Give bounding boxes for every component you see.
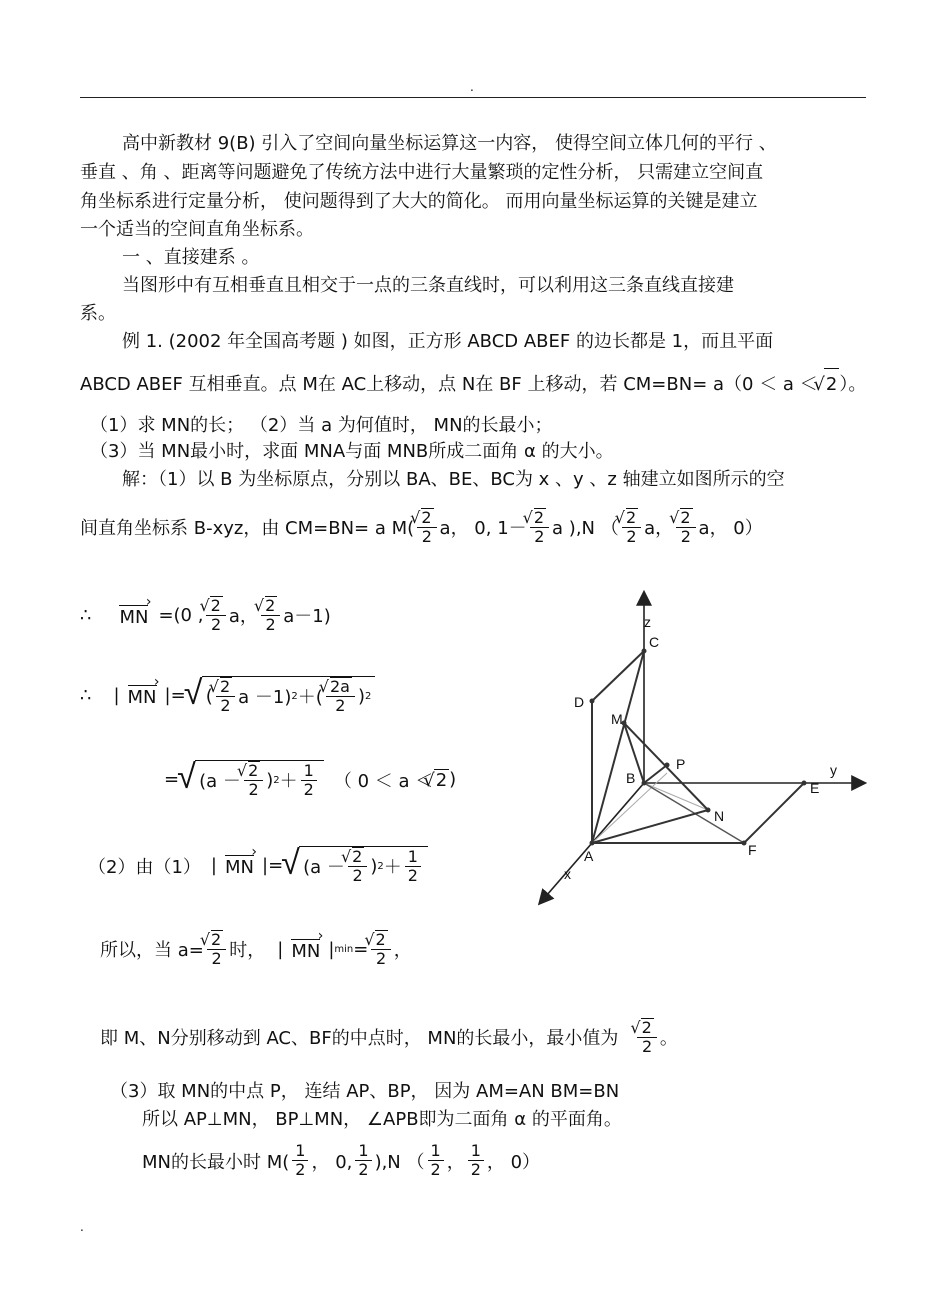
fraction: √ $\frac{2}{2}$ <box>261 596 280 634</box>
fraction: √ $\frac{2}{2}$ <box>417 508 436 546</box>
part-3-line-2: 所以 AP⊥MN， BP⊥MN， ∠APB即为二面角 α 的平面角。 <box>142 1109 622 1130</box>
vector-mn-line <box>80 596 331 634</box>
equals: = <box>164 769 180 790</box>
therefore-symbol: ∴ <box>80 604 92 626</box>
method-line-2: 系。 <box>80 303 116 324</box>
vector-mn: MN › <box>291 937 320 962</box>
vector-mn: MN › <box>119 603 148 628</box>
label-N: N <box>714 808 725 824</box>
label-y: y <box>830 762 837 778</box>
point-P <box>665 763 670 768</box>
section-heading: 一 、直接建系 。 <box>122 247 260 268</box>
vector-mn: MN › <box>225 853 254 878</box>
midpoint-line: 即 M、N分别移动到 AC、BF的中点时， MN的长最小，最小值为 √ $\frac{2}{2}$ 。 <box>100 1018 678 1056</box>
vector-mn: MN › <box>128 683 157 708</box>
label-P: P <box>676 756 686 772</box>
therefore-symbol: ∴ <box>80 685 92 706</box>
point-C <box>642 649 647 654</box>
part-3-line-3: MN的长最小时 M( $\frac{1}{2}$ ， 0, $\frac{1}{2}$ ),N （ $\frac{1}{2}$ ， $\frac{1}{2}$ ， 0） <box>142 1141 541 1179</box>
segment-BN <box>644 783 708 810</box>
example-title: 例 1. (2002 年全国高考题 ) 如图，正方形 ABCD ABEF 的边长都是 1，而且平面 <box>122 331 774 352</box>
intro-line-3: 角坐标系进行定量分析， 使问题得到了大大的简化。 而用向量坐标运算的关键是建立 <box>80 191 758 212</box>
point-A <box>590 841 595 846</box>
header-dot: . <box>470 80 474 94</box>
coords-text-e: a， 0） <box>698 518 763 539</box>
mn-length-simplified: = √ (a － √ $\frac{2}{2}$ ) 2 ＋ $\frac{1}{2}$ （ 0 ＜ a ＜ √ 2 ) <box>164 760 456 799</box>
label-M: M <box>611 711 623 727</box>
range-text: （ 0 ＜ a ＜ <box>333 770 434 792</box>
sqrt-symbol: √ 2 <box>824 368 839 401</box>
vector-text-b: a， <box>228 606 258 627</box>
point-B <box>642 781 647 786</box>
fraction: √ $\frac{2}{2}$ <box>206 596 225 634</box>
point-E <box>802 781 807 786</box>
square-root: √ (a － √ $\frac{2}{2}$ ) 2 ＋ $\frac{1}{2}$ <box>195 760 324 799</box>
example-conditions-text: ABCD ABEF 互相垂直。点 M在 AC上移动，点 N在 BF 上移动，若 CM=BN= a（0 ＜ a ＜ <box>80 374 824 395</box>
equals: = <box>170 685 186 706</box>
part-3-line-1: （3）取 MN的中点 P， 连结 AP、BP， 因为 AM=AN BM=BN <box>110 1081 620 1102</box>
coords-text-d: a， <box>644 518 674 539</box>
footer-dot: . <box>80 1220 84 1234</box>
intro-line-1: 高中新教材 9(B) 引入了空间向量坐标运算这一内容， 使得空间立体几何的平行 、 <box>122 133 777 154</box>
part-2-label: （2）由（1） <box>88 856 201 878</box>
example-conditions-close: ）。 <box>839 374 867 395</box>
header-rule <box>80 97 866 98</box>
question-3: （3）当 MN最小时，求面 MNA与面 MNB所成二面角 α 的大小。 <box>90 441 614 462</box>
coords-text-c: a ),N （ <box>552 518 619 539</box>
segment-BP <box>644 765 667 783</box>
label-B: B <box>626 770 636 786</box>
vector-text-a: =(0 , <box>158 604 204 626</box>
method-line-1: 当图形中有互相垂直且相交于一点的三条直线时，可以利用这三条直线直接建 <box>122 275 734 296</box>
fraction: √ $\frac{2}{2}$ <box>530 508 549 546</box>
part-2-line: （2）由（1） | MN › | = √ (a － √ $\frac{2}{2}$ ) 2 ＋ $\frac{1}{2}$ <box>88 846 428 885</box>
coordinates-line <box>80 508 763 546</box>
square-root: √ (a － √ $\frac{2}{2}$ ) 2 ＋ $\frac{1}{2}$ <box>299 846 428 885</box>
label-C: C <box>649 634 660 650</box>
example-conditions <box>80 368 866 401</box>
label-D: D <box>574 694 585 710</box>
coords-text-a: 间直角坐标系 B-xyz，由 CM=BN= a M( <box>80 518 415 539</box>
label-E: E <box>810 780 820 796</box>
therefore-when: 所以，当 a= <box>100 940 204 961</box>
label-F: F <box>748 842 757 858</box>
mn-length-line: ∴ | MN › | = √ ( √ $\frac{2}{2}$ a －1) 2 ＋( √ $\frac{2a}{2}$ ) 2 <box>80 676 375 715</box>
label-x: x <box>564 866 571 882</box>
point-N <box>706 808 711 813</box>
questions-1-2: （1）求 MN的长； （2）当 a 为何值时， MN的长最小； <box>90 415 553 436</box>
fraction: √ $\frac{2}{2}$ <box>676 508 695 546</box>
intro-line-4: 一个适当的空间直角坐标系。 <box>80 219 314 240</box>
coords-text-b: a， 0, 1－ <box>439 518 527 539</box>
square-root: √ ( √ $\frac{2}{2}$ a －1) 2 ＋( √ $\frac{2a}{2}$ ) 2 <box>202 676 376 715</box>
edge-FE <box>744 783 804 843</box>
intro-line-2: 垂直 、角 、距离等问题避免了传统方法中进行大量繁琐的定性分析， 只需建立空间直 <box>80 162 764 183</box>
vector-text-c: a－1) <box>283 606 331 627</box>
label-z: z <box>644 614 651 630</box>
point-D <box>590 699 595 704</box>
label-A: A <box>584 848 594 864</box>
minimum-line: 所以，当 a= √ $\frac{2}{2}$ 时， | MN › | min = √ $\frac{2}{2}$ ， <box>100 930 412 968</box>
solution-line-1: 解：（1）以 B 为坐标原点，分别以 BA、BE、BC为 x 、y 、z 轴建立如图所示的空 <box>122 469 785 490</box>
geometry-figure <box>520 585 870 915</box>
point-F <box>742 841 747 846</box>
fraction: √ $\frac{2}{2}$ <box>622 508 641 546</box>
